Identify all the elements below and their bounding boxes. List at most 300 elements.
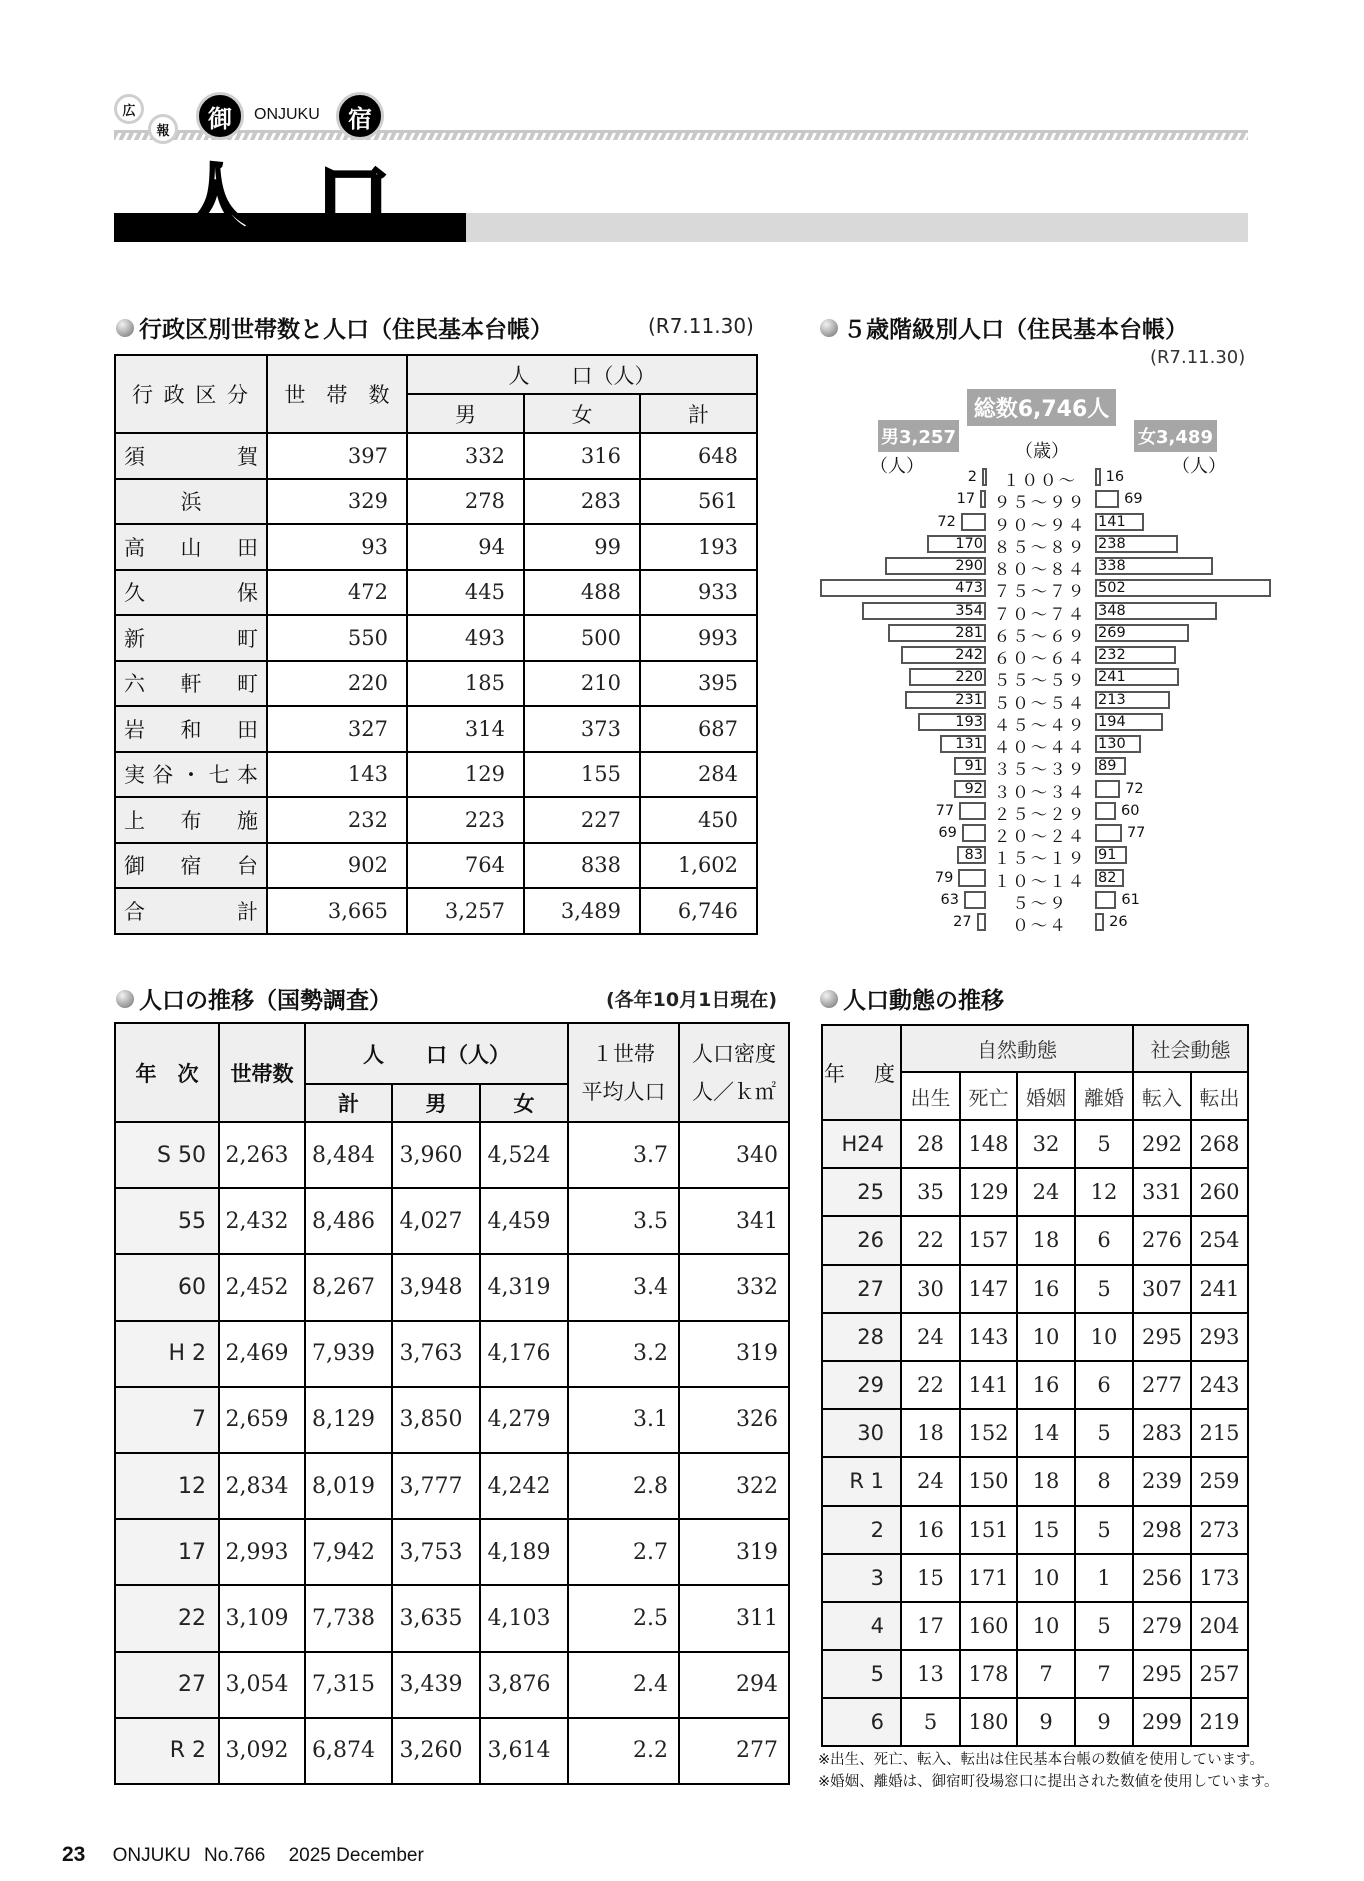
header-avg-per-household: [568, 1023, 679, 1122]
female-cell: 838: [524, 843, 640, 889]
deaths-cell: 129: [960, 1168, 1017, 1216]
year-cell: 28: [822, 1313, 901, 1361]
pyramid-row: [810, 756, 1270, 780]
density-cell: 311: [679, 1585, 789, 1651]
total-cell: 8,129: [305, 1387, 392, 1453]
total-cell: 193: [640, 524, 757, 570]
female-bar: 238: [1095, 535, 1178, 553]
move_out-cell: 241: [1191, 1265, 1248, 1313]
density-cell: 294: [679, 1652, 789, 1718]
male-cell: 332: [407, 433, 524, 479]
area-name-char: 田: [237, 717, 258, 742]
female-bar: [1095, 913, 1104, 931]
header-population: 人 口（人）: [305, 1023, 568, 1084]
marriages-cell: 15: [1017, 1506, 1075, 1554]
year-cell: H24: [822, 1120, 901, 1168]
area-name-char: 布: [180, 808, 202, 833]
total-cell: 1,602: [640, 843, 757, 889]
births-cell: 28: [901, 1120, 960, 1168]
total-cell: 8,267: [305, 1254, 392, 1320]
deaths-cell: 152: [960, 1409, 1017, 1457]
female-bar: 130: [1095, 735, 1141, 753]
age-group-label: ７５～７９: [993, 582, 1087, 602]
male-cell: 3,257: [407, 888, 524, 934]
move_out-cell: 173: [1191, 1554, 1248, 1602]
deaths-cell: 151: [960, 1506, 1017, 1554]
female-cell: 4,279: [480, 1387, 568, 1453]
pyramid-row: [810, 601, 1270, 624]
area-name: [124, 532, 258, 562]
table-row: [115, 1585, 789, 1651]
year-cell: S 50: [115, 1122, 219, 1188]
table-row: [822, 1313, 1248, 1361]
year-cell: 30: [822, 1409, 901, 1457]
male-cell: 278: [407, 479, 524, 525]
masthead-char-ho: 報: [148, 114, 178, 144]
male-value-label: 2: [967, 469, 977, 485]
female-bar: 141: [1095, 513, 1144, 531]
pyramid-row: [810, 467, 1270, 490]
births-cell: 17: [901, 1602, 960, 1650]
divorces-cell: 1: [1075, 1554, 1133, 1602]
section-title-text: ５歳階級別人口（住民基本台帳）: [843, 317, 1188, 343]
table-row: [115, 433, 757, 479]
area-name-char: 町: [237, 672, 258, 697]
density-cell: 319: [679, 1321, 789, 1387]
births-cell: 13: [901, 1650, 960, 1698]
female-bar: [1095, 780, 1120, 798]
households-cell: 2,452: [219, 1254, 305, 1320]
move_out-cell: 257: [1191, 1650, 1248, 1698]
deaths-cell: 171: [960, 1554, 1017, 1602]
footnote-1: ※出生、死亡、転入、転出は住民基本台帳の数値を使用しています。: [818, 1752, 1264, 1768]
age-group-label: １５～１９: [993, 849, 1087, 869]
table-row: [822, 1168, 1248, 1216]
area-name: [124, 577, 258, 607]
table-row: [115, 1254, 789, 1320]
age-group-label: ２５～２９: [993, 804, 1087, 824]
marriages-cell: 10: [1017, 1554, 1075, 1602]
male-value-label: 72: [937, 513, 956, 530]
table-row: [822, 1265, 1248, 1313]
move_in-cell: 277: [1133, 1361, 1191, 1409]
vital-statistics-table: [821, 1024, 1249, 1747]
female-bar: 269: [1095, 624, 1189, 642]
avg-per-household-cell: 2.7: [568, 1519, 679, 1585]
households-cell: 2,469: [219, 1321, 305, 1387]
pyramid-row: [810, 623, 1270, 646]
total-cell: 8,484: [305, 1122, 392, 1188]
move_in-cell: 307: [1133, 1265, 1191, 1313]
table-row: [115, 706, 757, 752]
female-total-badge: 女3,489: [1134, 420, 1217, 452]
divorces-cell: 7: [1075, 1650, 1133, 1698]
divorces-cell: 5: [1075, 1120, 1133, 1168]
table-row: [822, 1216, 1248, 1264]
table-row: [115, 1321, 789, 1387]
table-row: [115, 1652, 789, 1718]
move_in-cell: 239: [1133, 1457, 1191, 1505]
table-row: [115, 1188, 789, 1254]
female-cell: 4,189: [480, 1519, 568, 1585]
avg-per-household-cell: 2.5: [568, 1585, 679, 1651]
header-divorces: 離婚: [1075, 1072, 1133, 1120]
female-bar: [1095, 468, 1101, 486]
female-bar: 232: [1095, 646, 1176, 664]
masthead-brand: ONJUKU: [254, 106, 320, 123]
pyramid-row: [810, 712, 1270, 735]
age-pyramid-chart: [810, 380, 1270, 940]
total-cell: 7,738: [305, 1585, 392, 1651]
age-group-label: ３５～３９: [993, 760, 1087, 780]
move_in-cell: 292: [1133, 1120, 1191, 1168]
move_out-cell: 204: [1191, 1602, 1248, 1650]
male-cell: 3,850: [392, 1387, 480, 1453]
table-row: [115, 1387, 789, 1453]
age-group-label: ５５～５９: [993, 671, 1087, 691]
total-cell: 993: [640, 615, 757, 661]
header-avg-line1: １世帯: [592, 1041, 656, 1066]
area-name-char: 七: [208, 763, 230, 788]
male-bar: [982, 468, 987, 486]
header-male: 男: [392, 1084, 480, 1122]
year-cell: 27: [822, 1265, 901, 1313]
age-group-label: ３０～３４: [993, 782, 1087, 802]
births-cell: 15: [901, 1554, 960, 1602]
households-cell: 472: [267, 570, 407, 616]
total-cell: 7,942: [305, 1519, 392, 1585]
header-year: 年 次: [115, 1023, 219, 1122]
area-name-char: ・: [180, 763, 202, 788]
year-cell: 6: [822, 1698, 901, 1746]
age-group-label: ５０～５４: [993, 693, 1087, 713]
area-name: [124, 896, 258, 926]
area-name-cell: [115, 433, 267, 479]
female-bar: 213: [1095, 691, 1170, 709]
female-cell: 283: [524, 479, 640, 525]
female-bar: 89: [1095, 757, 1126, 775]
masthead-char-juku: 宿: [336, 92, 384, 140]
year-cell: 55: [115, 1188, 219, 1254]
area-name: [124, 486, 258, 516]
male-cell: 493: [407, 615, 524, 661]
marriages-cell: 10: [1017, 1602, 1075, 1650]
female-bar: 91: [1095, 846, 1127, 864]
female-cell: 4,459: [480, 1188, 568, 1254]
header-female: 女: [524, 394, 640, 433]
female-cell: 99: [524, 524, 640, 570]
year-cell: 3: [822, 1554, 901, 1602]
pyramid-row: [810, 912, 1270, 935]
marriages-cell: 14: [1017, 1409, 1075, 1457]
male-cell: 3,763: [392, 1321, 480, 1387]
area-name: [124, 759, 258, 789]
table-row: [822, 1554, 1248, 1602]
deaths-cell: 157: [960, 1216, 1017, 1264]
area-name: [124, 714, 258, 744]
age-group-label: ４５～４９: [993, 715, 1087, 735]
table-row: [822, 1361, 1248, 1409]
page-title-char-2: 口: [316, 156, 390, 242]
male-cell: 3,777: [392, 1453, 480, 1519]
pyramid-row: [810, 512, 1270, 535]
table-row: [822, 1409, 1248, 1457]
area-name-char: 田: [237, 535, 258, 560]
marriages-cell: 18: [1017, 1216, 1075, 1264]
households-cell: 3,109: [219, 1585, 305, 1651]
footer-brand: ONJUKU: [112, 1845, 191, 1866]
households-cell: 143: [267, 752, 407, 798]
total-cell: 648: [640, 433, 757, 479]
female-bar: [1095, 891, 1116, 909]
male-bar: [964, 891, 986, 909]
male-cell: 185: [407, 661, 524, 707]
area-name: [124, 623, 258, 653]
header-area: 行 政 区 分: [115, 355, 267, 433]
births-cell: 18: [901, 1409, 960, 1457]
male-cell: 764: [407, 843, 524, 889]
births-cell: 16: [901, 1506, 960, 1554]
male-bar: [980, 490, 986, 508]
table-row: [115, 524, 757, 570]
pyramid-row: [810, 667, 1270, 691]
male-value-label: 63: [940, 891, 959, 908]
area-name-cell: [115, 797, 267, 843]
year-cell: 60: [115, 1254, 219, 1320]
bullet-icon: [820, 990, 838, 1008]
divorces-cell: 5: [1075, 1409, 1133, 1457]
area-name-char: 町: [237, 626, 258, 651]
female-bar: 338: [1095, 557, 1213, 575]
divorces-cell: 8: [1075, 1457, 1133, 1505]
births-cell: 5: [901, 1698, 960, 1746]
title-bar-extension: [466, 213, 1248, 242]
marriages-cell: 32: [1017, 1120, 1075, 1168]
pyramid-row: [810, 868, 1270, 891]
table-row: [115, 1519, 789, 1585]
section-title-census: [116, 982, 392, 1015]
year-cell: 2: [822, 1506, 901, 1554]
header-deaths: 死亡: [960, 1072, 1017, 1120]
male-bar: 290: [885, 557, 987, 575]
year-cell: H 2: [115, 1321, 219, 1387]
age-group-label: ２０～２４: [993, 827, 1087, 846]
female-cell: 3,614: [480, 1718, 568, 1784]
deaths-cell: 160: [960, 1602, 1017, 1650]
male-cell: 445: [407, 570, 524, 616]
move_in-cell: 283: [1133, 1409, 1191, 1457]
households-cell: 550: [267, 615, 407, 661]
divorces-cell: 5: [1075, 1265, 1133, 1313]
male-bar: 231: [905, 691, 986, 709]
area-name-char: 本: [237, 763, 258, 788]
avg-per-household-cell: 3.7: [568, 1122, 679, 1188]
header-total: 計: [640, 394, 757, 433]
births-cell: 30: [901, 1265, 960, 1313]
marriages-cell: 7: [1017, 1650, 1075, 1698]
households-cell: 220: [267, 661, 407, 707]
table-row: [822, 1650, 1248, 1698]
age-group-label: １０～１４: [993, 871, 1087, 891]
area-name-cell: [115, 479, 267, 525]
male-bar: [977, 913, 986, 931]
move_in-cell: 295: [1133, 1650, 1191, 1698]
female-cell: 210: [524, 661, 640, 707]
year-cell: 26: [822, 1216, 901, 1264]
area-name-char: 新: [124, 626, 145, 651]
page-footer: [62, 1843, 424, 1867]
area-name-cell: [115, 888, 267, 934]
households-cell: 2,432: [219, 1188, 305, 1254]
female-bar: [1095, 802, 1116, 820]
page-title-char-1: 人: [180, 156, 254, 242]
divorces-cell: 6: [1075, 1216, 1133, 1264]
header-male: 男: [407, 394, 524, 433]
table-row: [822, 1506, 1248, 1554]
divorces-cell: 5: [1075, 1506, 1133, 1554]
move_out-cell: 273: [1191, 1506, 1248, 1554]
age-group-label: ７０～７４: [993, 604, 1087, 624]
total-cell: 6,874: [305, 1718, 392, 1784]
density-cell: 332: [679, 1254, 789, 1320]
area-name-char: 軒: [180, 672, 202, 697]
age-group-label: ０～４: [1012, 916, 1068, 935]
total-cell: 933: [640, 570, 757, 616]
density-cell: 340: [679, 1122, 789, 1188]
footnote-2: ※婚姻、離婚は、御宿町役場窓口に提出された数値を使用しています。: [818, 1774, 1279, 1790]
female-cell: 4,524: [480, 1122, 568, 1188]
table-row: [822, 1698, 1248, 1746]
female-value-label: 60: [1121, 802, 1140, 819]
pyramid-row: [810, 534, 1270, 557]
table-row: [822, 1120, 1248, 1168]
male-value-label: 77: [935, 802, 955, 819]
pyramid-row: [810, 845, 1270, 869]
female-value-label: 16: [1105, 469, 1125, 485]
total-cell: 7,315: [305, 1652, 392, 1718]
move_in-cell: 295: [1133, 1313, 1191, 1361]
masthead-char-ko: 広: [114, 94, 144, 124]
households-cell: 397: [267, 433, 407, 479]
header-births: 出生: [901, 1072, 960, 1120]
female-cell: 500: [524, 615, 640, 661]
male-value-label: 79: [934, 869, 954, 886]
age-group-label: ９０～９４: [993, 515, 1087, 535]
female-cell: 155: [524, 752, 640, 798]
bullet-icon: [116, 990, 134, 1008]
total-cell: 687: [640, 706, 757, 752]
female-cell: 4,319: [480, 1254, 568, 1320]
female-bar: 502: [1095, 579, 1271, 597]
female-cell: 316: [524, 433, 640, 479]
year-cell: 4: [822, 1602, 901, 1650]
pyramid-row: [810, 489, 1270, 513]
year-cell: R 1: [822, 1457, 901, 1505]
female-cell: 4,176: [480, 1321, 568, 1387]
section-title-vital: [820, 982, 1004, 1015]
female-cell: 3,876: [480, 1652, 568, 1718]
section-date-district: (R7.11.30): [648, 314, 754, 338]
male-cell: 3,260: [392, 1718, 480, 1784]
male-cell: 3,753: [392, 1519, 480, 1585]
header-total: 計: [305, 1084, 392, 1122]
area-name-cell: [115, 615, 267, 661]
pyramid-row: [810, 823, 1270, 846]
male-bar: [961, 513, 986, 531]
pyramid-row: [810, 645, 1270, 668]
area-name-char: 合: [124, 899, 145, 924]
move_in-cell: 256: [1133, 1554, 1191, 1602]
section-title-text: 人口の推移（国勢調査）: [139, 988, 392, 1014]
table-row: [115, 479, 757, 525]
area-name-char: 岩: [124, 717, 145, 742]
table-row: [115, 1718, 789, 1784]
age-group-label: ８５～８９: [993, 537, 1087, 557]
male-bar: [962, 824, 986, 842]
total-cell: 6,746: [640, 888, 757, 934]
male-bar: 91: [954, 757, 986, 775]
year-cell: 25: [822, 1168, 901, 1216]
table-row: [115, 797, 757, 843]
avg-per-household-cell: 3.4: [568, 1254, 679, 1320]
male-cell: 223: [407, 797, 524, 843]
female-bar: 241: [1095, 668, 1179, 686]
male-bar: 473: [820, 579, 986, 597]
table-row: [822, 1457, 1248, 1505]
female-bar: [1095, 824, 1122, 842]
divorces-cell: 9: [1075, 1698, 1133, 1746]
move_out-cell: 259: [1191, 1457, 1248, 1505]
area-name-char: 台: [237, 854, 258, 879]
year-cell: 5: [822, 1650, 901, 1698]
avg-per-household-cell: 2.2: [568, 1718, 679, 1784]
header-density-line2: 人／ｋ㎡: [692, 1079, 777, 1104]
deaths-cell: 143: [960, 1313, 1017, 1361]
density-cell: 319: [679, 1519, 789, 1585]
district-population-table: [114, 354, 758, 935]
table-row: [822, 1602, 1248, 1650]
table-row: [115, 1122, 789, 1188]
female-bar: [1095, 490, 1119, 508]
area-name-char: 谷: [152, 763, 174, 788]
move_out-cell: 219: [1191, 1698, 1248, 1746]
area-name-char: 山: [180, 535, 202, 560]
header-marriages: 婚姻: [1017, 1072, 1075, 1120]
marriages-cell: 16: [1017, 1265, 1075, 1313]
deaths-cell: 178: [960, 1650, 1017, 1698]
table-row: [115, 661, 757, 707]
pyramid-row: [810, 801, 1270, 824]
male-cell: 3,948: [392, 1254, 480, 1320]
area-name-cell: [115, 752, 267, 798]
page-number: 23: [62, 1843, 86, 1866]
area-name-char: 保: [237, 581, 258, 606]
deaths-cell: 148: [960, 1120, 1017, 1168]
area-name-char: 六: [124, 672, 145, 697]
section-title-age-pyramid: [820, 311, 1188, 344]
header-move-out: 転出: [1191, 1072, 1248, 1120]
pyramid-row: [810, 690, 1270, 713]
divorces-cell: 5: [1075, 1602, 1133, 1650]
age-group-label: ８０～８４: [993, 560, 1087, 579]
pyramid-row: [810, 890, 1270, 913]
male-bar: 193: [918, 713, 986, 731]
households-cell: 902: [267, 843, 407, 889]
households-cell: 329: [267, 479, 407, 525]
female-cell: 4,103: [480, 1585, 568, 1651]
female-bar: 82: [1095, 869, 1124, 887]
female-bar: 194: [1095, 713, 1163, 731]
